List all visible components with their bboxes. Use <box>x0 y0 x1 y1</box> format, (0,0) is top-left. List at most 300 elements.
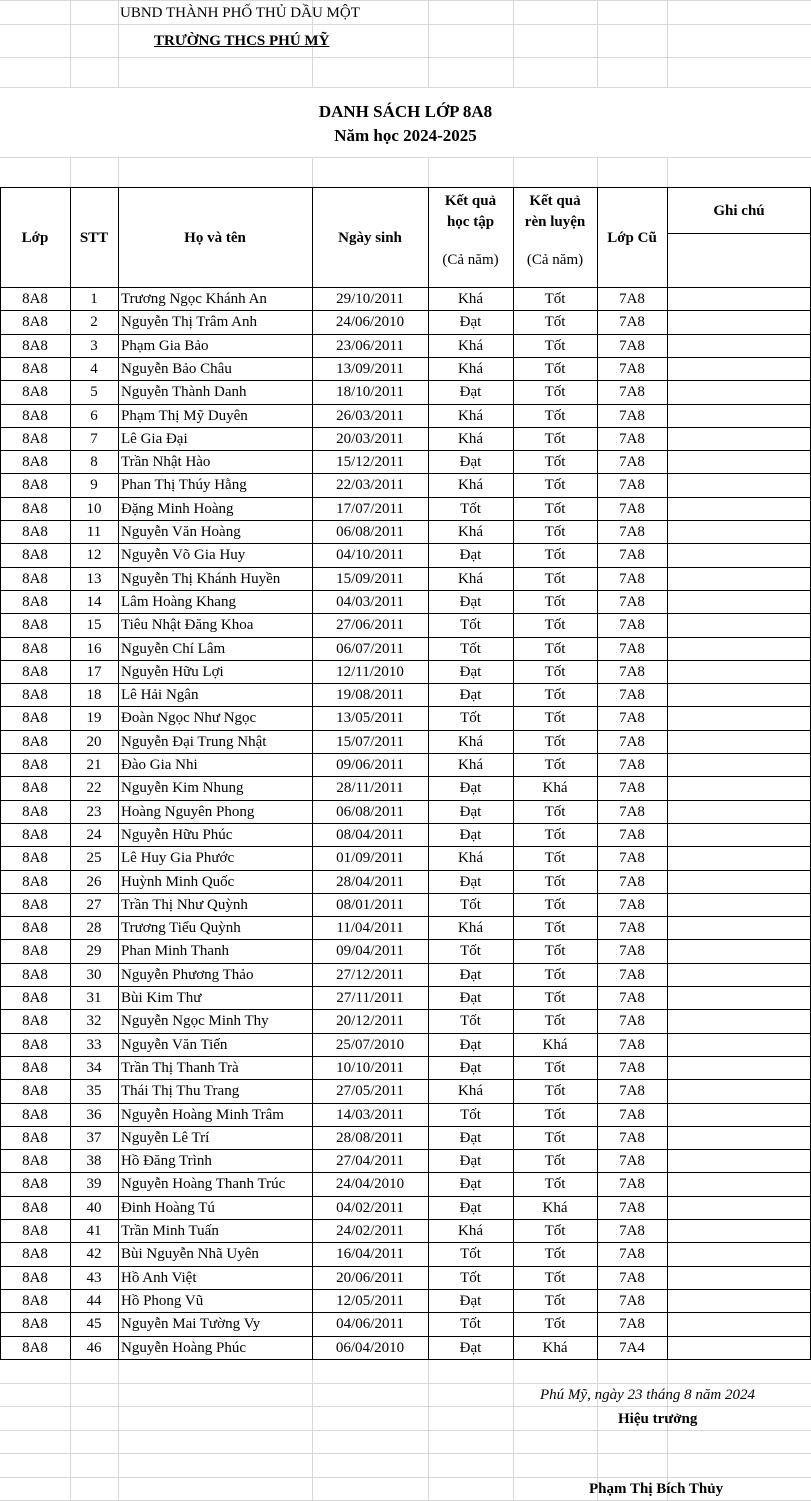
col-header-lop: Lớp <box>21 230 49 246</box>
cell-hoc-tap: Khá <box>458 734 483 750</box>
cell-name: Nguyễn Văn Tiến <box>121 1037 228 1053</box>
cell-hoc-tap: Khá <box>458 920 483 936</box>
cell-name: Phạm Thị Mỹ Duyên <box>121 408 248 424</box>
cell-stt: 16 <box>86 641 102 657</box>
cell-stt: 44 <box>86 1293 102 1309</box>
cell-hoc-tap: Khá <box>458 571 483 587</box>
gridline <box>667 157 668 187</box>
cell-hoc-tap: Đạt <box>459 1340 482 1356</box>
cell-hoc-tap: Đạt <box>459 827 482 843</box>
cell-name: Nguyễn Đại Trung Nhật <box>121 734 267 750</box>
cell-dob: 20/03/2011 <box>336 431 404 447</box>
cell-lop-cu: 7A8 <box>619 1153 645 1169</box>
cell-dob: 06/08/2011 <box>336 524 404 540</box>
cell-lop: 8A8 <box>22 734 48 750</box>
cell-lop: 8A8 <box>22 571 48 587</box>
cell-ren-luyen: Khá <box>542 1200 568 1216</box>
gridline <box>0 24 811 25</box>
cell-lop-cu: 7A8 <box>619 827 645 843</box>
cell-hoc-tap: Khá <box>458 361 483 377</box>
cell-hoc-tap: Đạt <box>459 780 482 796</box>
cell-lop: 8A8 <box>22 1293 48 1309</box>
cell-lop-cu: 7A8 <box>619 664 645 680</box>
cell-hoc-tap: Đạt <box>459 687 482 703</box>
cell-stt: 40 <box>86 1200 102 1216</box>
cell-ren-luyen: Tốt <box>544 920 566 936</box>
cell-dob: 15/09/2011 <box>336 571 404 587</box>
cell-stt: 8 <box>90 454 98 470</box>
gridline <box>0 87 811 88</box>
cell-lop-cu: 7A8 <box>619 1083 645 1099</box>
cell-stt: 5 <box>90 384 98 400</box>
cell-hoc-tap: Đạt <box>459 990 482 1006</box>
cell-stt: 3 <box>90 338 98 354</box>
cell-name: Tiêu Nhật Đăng Khoa <box>121 617 254 633</box>
cell-dob: 08/04/2011 <box>336 827 404 843</box>
cell-dob: 04/02/2011 <box>336 1200 404 1216</box>
cell-ren-luyen: Tốt <box>544 571 566 587</box>
cell-lop: 8A8 <box>22 1013 48 1029</box>
cell-lop-cu: 7A8 <box>619 920 645 936</box>
cell-lop-cu: 7A8 <box>619 780 645 796</box>
cell-dob: 12/05/2011 <box>336 1293 404 1309</box>
cell-lop-cu: 7A8 <box>619 990 645 1006</box>
cell-lop-cu: 7A8 <box>619 617 645 633</box>
gridline <box>513 157 514 187</box>
cell-lop: 8A8 <box>22 710 48 726</box>
cell-dob: 19/08/2011 <box>336 687 404 703</box>
cell-lop-cu: 7A8 <box>619 361 645 377</box>
org-name: UBND THÀNH PHỐ THỦ DẦU MỘT <box>120 5 360 21</box>
cell-lop: 8A8 <box>22 1153 48 1169</box>
cell-name: Nguyễn Mai Tường Vy <box>121 1316 261 1332</box>
cell-stt: 11 <box>86 524 102 540</box>
cell-stt: 37 <box>86 1130 102 1146</box>
principal-title: Hiệu trưởng <box>618 1411 698 1427</box>
col-header-ren-luyen-sub: (Cả năm) <box>526 252 584 268</box>
cell-lop: 8A8 <box>22 547 48 563</box>
gridline <box>312 157 313 187</box>
cell-ren-luyen: Tốt <box>544 1293 566 1309</box>
cell-lop: 8A8 <box>22 943 48 959</box>
cell-dob: 11/04/2011 <box>336 920 404 936</box>
cell-lop-cu: 7A8 <box>619 547 645 563</box>
cell-lop: 8A8 <box>22 384 48 400</box>
cell-dob: 27/04/2011 <box>336 1153 404 1169</box>
cell-ren-luyen: Tốt <box>544 384 566 400</box>
cell-lop: 8A8 <box>22 617 48 633</box>
cell-dob: 06/08/2011 <box>336 804 404 820</box>
cell-hoc-tap: Khá <box>458 1223 483 1239</box>
gridline <box>513 1359 514 1500</box>
cell-ren-luyen: Tốt <box>544 734 566 750</box>
cell-name: Lê Huy Gia Phước <box>121 850 235 866</box>
cell-ren-luyen: Tốt <box>544 314 566 330</box>
cell-ren-luyen: Tốt <box>544 850 566 866</box>
gridline <box>70 157 71 187</box>
cell-lop-cu: 7A8 <box>619 967 645 983</box>
cell-name: Hoàng Nguyên Phong <box>121 804 255 820</box>
gridline <box>312 1359 313 1500</box>
cell-lop-cu: 7A8 <box>619 641 645 657</box>
cell-stt: 24 <box>86 827 102 843</box>
school-name: TRƯỜNG THCS PHÚ MỸ <box>154 33 330 49</box>
cell-lop-cu: 7A8 <box>619 1013 645 1029</box>
cell-ren-luyen: Tốt <box>544 1176 566 1192</box>
cell-lop-cu: 7A8 <box>619 757 645 773</box>
cell-hoc-tap: Tốt <box>460 1270 481 1286</box>
gridline <box>597 157 598 187</box>
cell-hoc-tap: Khá <box>458 338 483 354</box>
cell-dob: 09/06/2011 <box>336 757 404 773</box>
cell-lop-cu: 7A8 <box>619 1037 645 1053</box>
cell-ren-luyen: Tốt <box>544 1083 566 1099</box>
cell-lop-cu: 7A8 <box>619 1316 645 1332</box>
cell-name: Trần Nhật Hào <box>121 454 211 470</box>
cell-lop: 8A8 <box>22 1200 48 1216</box>
cell-dob: 23/06/2011 <box>336 338 404 354</box>
cell-lop: 8A8 <box>22 780 48 796</box>
col-header-name: Họ và tên <box>184 230 246 246</box>
cell-dob: 20/12/2011 <box>336 1013 404 1029</box>
cell-stt: 27 <box>86 897 102 913</box>
cell-dob: 25/07/2010 <box>335 1037 405 1053</box>
cell-hoc-tap: Đạt <box>459 1037 482 1053</box>
cell-name: Nguyễn Chí Lâm <box>121 641 226 657</box>
cell-lop: 8A8 <box>22 1316 48 1332</box>
gridline <box>0 1430 811 1431</box>
cell-dob: 04/10/2011 <box>336 547 404 563</box>
cell-name: Bùi Nguyễn Nhã Uyên <box>121 1246 259 1262</box>
cell-name: Thái Thị Thu Trang <box>121 1083 240 1099</box>
col-header-ghi-chu: Ghi chú <box>713 203 765 219</box>
cell-name: Nguyễn Hữu Lợi <box>121 664 224 680</box>
cell-lop-cu: 7A8 <box>619 524 645 540</box>
cell-ren-luyen: Tốt <box>544 361 566 377</box>
cell-name: Hồ Anh Việt <box>121 1270 197 1286</box>
gridline <box>0 1453 811 1454</box>
cell-lop: 8A8 <box>22 641 48 657</box>
cell-lop: 8A8 <box>22 874 48 890</box>
border-line <box>0 187 811 188</box>
cell-stt: 4 <box>90 361 98 377</box>
cell-name: Nguyễn Hoàng Thanh Trúc <box>121 1176 286 1192</box>
gridline <box>513 0 514 87</box>
cell-lop-cu: 7A8 <box>619 1060 645 1076</box>
cell-name: Phạm Gia Bảo <box>121 338 209 354</box>
cell-lop-cu: 7A8 <box>619 874 645 890</box>
cell-name: Nguyễn Kim Nhung <box>121 780 244 796</box>
gridline <box>667 0 668 87</box>
cell-hoc-tap: Tốt <box>460 897 481 913</box>
col-header-hoc-tap: học tập <box>446 214 495 230</box>
cell-lop-cu: 7A8 <box>619 314 645 330</box>
cell-dob: 15/12/2011 <box>336 454 404 470</box>
cell-lop-cu: 7A8 <box>619 1176 645 1192</box>
cell-dob: 22/03/2011 <box>336 477 404 493</box>
cell-name: Lê Hải Ngân <box>121 687 199 703</box>
cell-hoc-tap: Tốt <box>460 617 481 633</box>
cell-lop-cu: 7A8 <box>619 1293 645 1309</box>
cell-ren-luyen: Khá <box>542 780 568 796</box>
cell-ren-luyen: Khá <box>542 1340 568 1356</box>
gridline <box>0 157 811 158</box>
cell-hoc-tap: Đạt <box>459 1153 482 1169</box>
cell-dob: 06/04/2010 <box>335 1340 405 1356</box>
cell-ren-luyen: Tốt <box>544 1223 566 1239</box>
cell-dob: 27/11/2011 <box>336 990 404 1006</box>
cell-lop-cu: 7A8 <box>619 734 645 750</box>
cell-ren-luyen: Tốt <box>544 687 566 703</box>
cell-dob: 26/03/2011 <box>336 408 404 424</box>
cell-name: Hồ Đăng Trình <box>121 1153 212 1169</box>
cell-stt: 31 <box>86 990 102 1006</box>
cell-dob: 20/06/2011 <box>336 1270 404 1286</box>
cell-lop: 8A8 <box>22 594 48 610</box>
cell-dob: 18/10/2011 <box>336 384 404 400</box>
cell-stt: 26 <box>86 874 102 890</box>
cell-lop: 8A8 <box>22 1060 48 1076</box>
cell-stt: 46 <box>86 1340 102 1356</box>
cell-dob: 01/09/2011 <box>336 850 404 866</box>
cell-lop-cu: 7A8 <box>619 1200 645 1216</box>
cell-lop: 8A8 <box>22 1037 48 1053</box>
cell-dob: 24/04/2010 <box>335 1176 405 1192</box>
school-year: Năm học 2024-2025 <box>334 126 477 145</box>
cell-hoc-tap: Tốt <box>460 710 481 726</box>
cell-ren-luyen: Tốt <box>544 594 566 610</box>
gridline <box>0 57 811 58</box>
cell-lop-cu: 7A8 <box>619 1246 645 1262</box>
cell-hoc-tap: Khá <box>458 524 483 540</box>
cell-lop-cu: 7A8 <box>619 477 645 493</box>
gridline <box>428 0 429 87</box>
cell-hoc-tap: Đạt <box>459 1130 482 1146</box>
gridline <box>118 157 119 187</box>
cell-dob: 24/06/2010 <box>335 314 405 330</box>
cell-hoc-tap: Tốt <box>460 1316 481 1332</box>
cell-lop: 8A8 <box>22 291 48 307</box>
cell-hoc-tap: Đạt <box>459 967 482 983</box>
cell-lop-cu: 7A8 <box>619 687 645 703</box>
gridline <box>118 0 119 87</box>
gridline <box>667 1359 668 1500</box>
cell-stt: 45 <box>86 1316 102 1332</box>
cell-ren-luyen: Tốt <box>544 1246 566 1262</box>
cell-stt: 38 <box>86 1153 102 1169</box>
cell-name: Nguyễn Hoàng Phúc <box>121 1340 246 1356</box>
cell-stt: 17 <box>86 664 102 680</box>
cell-name: Trần Thị Thanh Trà <box>121 1060 239 1076</box>
cell-name: Nguyễn Ngọc Minh Thy <box>121 1013 269 1029</box>
cell-ren-luyen: Tốt <box>544 291 566 307</box>
cell-hoc-tap: Đạt <box>459 384 482 400</box>
cell-dob: 10/10/2011 <box>336 1060 404 1076</box>
cell-lop-cu: 7A8 <box>619 710 645 726</box>
cell-lop: 8A8 <box>22 1176 48 1192</box>
cell-ren-luyen: Tốt <box>544 804 566 820</box>
cell-ren-luyen: Tốt <box>544 1130 566 1146</box>
cell-hoc-tap: Đạt <box>459 1200 482 1216</box>
cell-hoc-tap: Khá <box>458 477 483 493</box>
cell-name: Phan Thị Thúy Hằng <box>121 477 247 493</box>
cell-stt: 19 <box>86 710 102 726</box>
cell-name: Phan Minh Thanh <box>121 943 230 959</box>
cell-lop: 8A8 <box>22 408 48 424</box>
cell-name: Trương Ngọc Khánh An <box>121 291 267 307</box>
cell-stt: 43 <box>86 1270 102 1286</box>
cell-ren-luyen: Tốt <box>544 501 566 517</box>
gridline <box>118 1359 119 1500</box>
cell-name: Nguyễn Bảo Châu <box>121 361 232 377</box>
cell-ren-luyen: Tốt <box>544 874 566 890</box>
cell-ren-luyen: Tốt <box>544 431 566 447</box>
cell-dob: 27/12/2011 <box>336 967 404 983</box>
cell-hoc-tap: Đạt <box>459 804 482 820</box>
cell-name: Nguyễn Hữu Phúc <box>121 827 233 843</box>
col-header-ren-luyen: Kết quả <box>529 193 581 209</box>
cell-name: Nguyễn Lê Trí <box>121 1130 210 1146</box>
cell-hoc-tap: Khá <box>458 431 483 447</box>
cell-name: Đoàn Ngọc Như Ngọc <box>121 710 257 726</box>
cell-lop: 8A8 <box>22 1340 48 1356</box>
cell-lop: 8A8 <box>22 501 48 517</box>
cell-name: Hồ Phong Vũ <box>121 1293 204 1309</box>
cell-hoc-tap: Khá <box>458 291 483 307</box>
cell-name: Nguyễn Hoàng Minh Trâm <box>121 1107 284 1123</box>
cell-dob: 28/08/2011 <box>336 1130 404 1146</box>
cell-lop: 8A8 <box>22 477 48 493</box>
cell-lop: 8A8 <box>22 757 48 773</box>
cell-name: Đinh Hoàng Tú <box>121 1200 215 1216</box>
cell-lop: 8A8 <box>22 1083 48 1099</box>
col-header-lop-cu: Lớp Cũ <box>607 230 657 246</box>
cell-hoc-tap: Đạt <box>459 1176 482 1192</box>
cell-ren-luyen: Tốt <box>544 1316 566 1332</box>
cell-lop-cu: 7A8 <box>619 454 645 470</box>
cell-lop-cu: 7A8 <box>619 571 645 587</box>
cell-dob: 29/10/2011 <box>336 291 404 307</box>
cell-stt: 39 <box>86 1176 102 1192</box>
cell-name: Đào Gia Nhi <box>121 757 198 773</box>
cell-dob: 28/04/2011 <box>336 874 404 890</box>
gridline <box>428 157 429 187</box>
cell-stt: 20 <box>86 734 102 750</box>
cell-name: Nguyễn Phương Thảo <box>121 967 254 983</box>
gridline <box>597 1359 598 1500</box>
cell-ren-luyen: Tốt <box>544 664 566 680</box>
cell-lop: 8A8 <box>22 454 48 470</box>
cell-lop-cu: 7A8 <box>619 501 645 517</box>
cell-stt: 1 <box>90 291 98 307</box>
gridline <box>597 0 598 87</box>
cell-lop: 8A8 <box>22 804 48 820</box>
place-date: Phú Mỹ, ngày 23 tháng 8 năm 2024 <box>540 1387 755 1403</box>
col-header-hoc-tap-sub: (Cả năm) <box>442 252 499 268</box>
cell-lop: 8A8 <box>22 920 48 936</box>
cell-lop-cu: 7A8 <box>619 1223 645 1239</box>
cell-hoc-tap: Đạt <box>459 664 482 680</box>
gridline <box>0 1383 811 1384</box>
cell-lop: 8A8 <box>22 664 48 680</box>
col-header-hoc-tap: Kết quả <box>444 193 497 209</box>
cell-stt: 13 <box>86 571 102 587</box>
cell-ren-luyen: Tốt <box>544 338 566 354</box>
cell-stt: 32 <box>86 1013 102 1029</box>
cell-lop: 8A8 <box>22 524 48 540</box>
cell-stt: 22 <box>86 780 102 796</box>
cell-lop: 8A8 <box>22 314 48 330</box>
cell-stt: 30 <box>86 967 102 983</box>
cell-dob: 28/11/2011 <box>336 780 404 796</box>
cell-dob: 12/11/2010 <box>336 664 404 680</box>
cell-hoc-tap: Đạt <box>459 454 482 470</box>
cell-lop-cu: 7A8 <box>619 850 645 866</box>
cell-stt: 25 <box>86 850 102 866</box>
col-header-dob: Ngày sinh <box>338 230 402 246</box>
cell-hoc-tap: Đạt <box>459 594 482 610</box>
cell-dob: 24/02/2011 <box>336 1223 404 1239</box>
cell-name: Nguyễn Văn Hoàng <box>121 524 241 540</box>
cell-stt: 10 <box>86 501 102 517</box>
cell-hoc-tap: Tốt <box>460 1107 481 1123</box>
cell-lop-cu: 7A8 <box>619 594 645 610</box>
cell-ren-luyen: Tốt <box>544 943 566 959</box>
cell-name: Nguyễn Võ Gia Huy <box>121 547 246 563</box>
cell-name: Nguyễn Thị Khánh Huyền <box>121 571 281 587</box>
gridline <box>0 0 811 1</box>
cell-ren-luyen: Tốt <box>544 477 566 493</box>
cell-name: Trương Tiểu Quỳnh <box>121 920 241 936</box>
cell-lop: 8A8 <box>22 687 48 703</box>
cell-name: Đặng Minh Hoàng <box>121 501 234 517</box>
cell-hoc-tap: Tốt <box>460 641 481 657</box>
gridline <box>0 1406 811 1407</box>
cell-stt: 28 <box>86 920 102 936</box>
cell-hoc-tap: Khá <box>458 850 483 866</box>
cell-lop-cu: 7A8 <box>619 897 645 913</box>
cell-lop: 8A8 <box>22 1107 48 1123</box>
col-header-stt: STT <box>79 230 109 246</box>
cell-stt: 42 <box>86 1246 102 1262</box>
cell-name: Nguyễn Thành Danh <box>121 384 247 400</box>
cell-stt: 15 <box>86 617 102 633</box>
cell-ren-luyen: Tốt <box>544 897 566 913</box>
cell-stt: 7 <box>90 431 98 447</box>
cell-stt: 34 <box>86 1060 102 1076</box>
cell-dob: 16/04/2011 <box>336 1246 404 1262</box>
cell-lop: 8A8 <box>22 850 48 866</box>
cell-lop-cu: 7A8 <box>619 384 645 400</box>
cell-lop-cu: 7A8 <box>619 804 645 820</box>
cell-ren-luyen: Tốt <box>544 1060 566 1076</box>
cell-dob: 04/06/2011 <box>336 1316 404 1332</box>
cell-lop: 8A8 <box>22 431 48 447</box>
cell-lop-cu: 7A8 <box>619 408 645 424</box>
cell-ren-luyen: Tốt <box>544 1013 566 1029</box>
cell-hoc-tap: Đạt <box>459 1060 482 1076</box>
cell-hoc-tap: Khá <box>458 408 483 424</box>
cell-lop: 8A8 <box>22 897 48 913</box>
cell-dob: 27/06/2011 <box>336 617 404 633</box>
cell-stt: 41 <box>86 1223 102 1239</box>
gridline <box>70 1359 71 1500</box>
cell-name: Huỳnh Minh Quốc <box>121 874 235 890</box>
cell-dob: 09/04/2011 <box>336 943 404 959</box>
principal-name: Phạm Thị Bích Thủy <box>589 1481 724 1497</box>
cell-lop-cu: 7A4 <box>619 1340 645 1356</box>
cell-lop: 8A8 <box>22 827 48 843</box>
